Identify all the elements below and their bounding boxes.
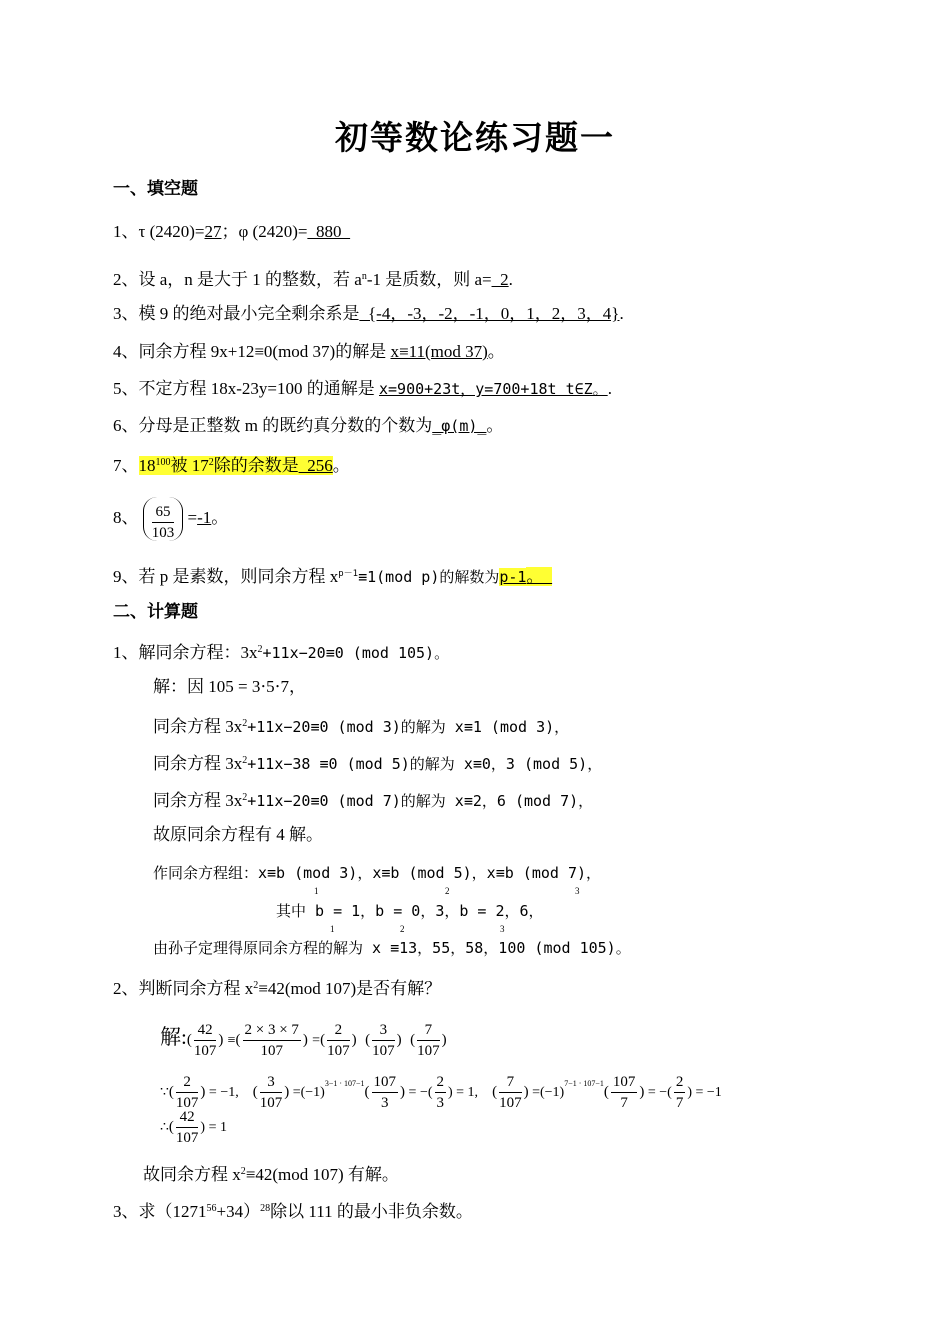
calc-3-question [113, 1198, 473, 1223]
c1-sub-1b: 1 [330, 924, 335, 934]
c1-l4a: 同余方程 3x [153, 791, 243, 810]
c2-frac-n42: 42 [194, 1020, 217, 1041]
c2-b-n2d: 2 [674, 1072, 686, 1093]
question-6 [113, 415, 503, 437]
q7-sup2: 2 [208, 457, 214, 468]
c2-frac-d107-d: 107 [372, 1042, 395, 1059]
c3-post: 除以 111 的最小非负余数。 [270, 1202, 473, 1221]
q8-answer: -1 [197, 508, 212, 527]
c2-q: 2、判断同余方程 x [113, 979, 254, 998]
q8-post: 。 [211, 508, 229, 527]
c2-b-d107: 107 [175, 1095, 199, 1112]
c2-q-sup: 2 [253, 980, 259, 991]
c2-conc-rest: ≡42(mod 107) 有解。 [245, 1165, 399, 1184]
q2-text: 2、设 a，n 是大于 1 的整数，若 a [113, 270, 362, 289]
q7-mid: 被 17 [170, 456, 209, 475]
c1-sub-3: 3 [575, 886, 580, 896]
c2-conc: 故同余方程 x [143, 1165, 241, 1184]
c2-b-eqneg: ) = −1 [687, 1085, 722, 1100]
c2-frac-n2: 2 [327, 1020, 350, 1041]
q5-text: 5、不定方程 18x-23y=100 的通解是 [113, 379, 379, 398]
section-calculation: 二、计算题 [113, 602, 198, 622]
c1-l4b: +11x−20≡0 (mod 7)的解为 x≡2，6 (mod 7)， [247, 792, 594, 810]
c2-b-minus1: (−1) [300, 1085, 325, 1100]
q1-label: 1、τ (2420)= [113, 222, 205, 241]
q9-mid: ≡1(mod p)的解数为 [358, 568, 500, 586]
q4-text: 4、同余方程 9x+12≡0(mod 37)的解是 [113, 342, 391, 361]
c1-q-sup: 2 [257, 644, 263, 655]
c1-sub-2b: 2 [400, 924, 405, 934]
q3-text: 3、模 9 的绝对最小完全剩余系是 [113, 304, 360, 323]
c2-b-n107: 107 [372, 1072, 399, 1093]
q5-answer: x=900+23t，y=700+18t t∈Z。 [379, 380, 608, 398]
c2-b-res2: = −( [647, 1085, 672, 1100]
c1-sub-2: 2 [445, 886, 450, 896]
q1-sep: ；φ (2420)= [221, 222, 308, 241]
q8-number: 8、 [113, 508, 139, 527]
c2-c-n42: 42 [176, 1107, 199, 1128]
q9-text: 9、若 p 是素数，则同余方程 x [113, 567, 339, 586]
c2-conclusion [143, 1161, 399, 1186]
c2-b-minus1b: (−1) [539, 1085, 565, 1100]
c2-b-n3: 3 [260, 1072, 283, 1093]
q7-post: 。 [332, 456, 350, 475]
q6-answer: _φ(m)_ [432, 417, 487, 435]
q7-answer: _256 [298, 456, 333, 475]
q8-denominator: 103 [151, 524, 175, 541]
question-9 [113, 563, 552, 588]
q7-highlight [139, 456, 333, 475]
c1-q-rest: +11x−20≡0 (mod 105)。 [262, 644, 450, 662]
therefore-symbol: ∴ [160, 1120, 169, 1135]
c1-l2a: 同余方程 3x [153, 717, 243, 736]
page-title: 初等数论练习题一 [335, 118, 615, 157]
q7-base: 18 [138, 456, 156, 475]
c3-sup2: 28 [260, 1203, 271, 1214]
q3-answer: _{-4，-3，-2，-1，0，1，2，3，4} [359, 304, 620, 323]
c2-b-res1: = −( [408, 1085, 433, 1100]
c1-line-3: 同余方程 $3x^2+11x-38 \equiv 0$ (mod 5)的解为 x≡0，3 (mod 5)， [153, 754, 603, 773]
c2-q-rest: ≡42(mod 107)是否有解？ [258, 979, 442, 998]
question-5 [113, 378, 612, 400]
q1-answer-phi: _880_ [307, 222, 350, 241]
q2-sup: n [361, 271, 367, 282]
c2-solution-line-2: ∵( $\frac{2}{107}$ ) = −1, ( $\frac{3}{107}$ ) $=(-1)^{3-1 \cdot 107-1}$( $\frac{107}{3}$ ) = −( $\frac{2}{3}$ ) = 1, ( $\frac{7}{107}$ ) $=(-1)^{7-1 \cdot 107-1}$( $\frac{107}{7}$ ) = −( $\frac{2}{7}$ ) = −1 [160, 1074, 722, 1112]
c2-b-exp: 3−1 · 107−1 [324, 1079, 365, 1088]
c3-mid: +34） [216, 1202, 261, 1221]
c1-l3b: +11x−38 ≡0 (mod 5)的解为 x≡0，3 (mod 5)， [247, 755, 603, 773]
c3-pre: 3、求（1271 [113, 1202, 207, 1221]
q4-post: 。 [487, 342, 505, 361]
question-2 [113, 266, 513, 291]
calc-2-question [113, 975, 441, 1000]
c2-b-d7d: 7 [675, 1095, 684, 1112]
c2-c-d107: 107 [175, 1130, 199, 1147]
because-symbol: ∵ [160, 1085, 169, 1100]
q7-sup1: 100 [155, 457, 171, 468]
c2-b-eq1: = [292, 1085, 301, 1100]
c2-b-d7: 7 [620, 1095, 628, 1112]
c1-line-8: 由孙子定理得原同余方程的解为 x ≡13，55，58，100 (mod 105)。 [153, 939, 631, 957]
q9-answer: p-1 [499, 568, 527, 586]
c2-frac-prod: 2 × 3 × 7 [243, 1020, 301, 1041]
question-4 [113, 341, 505, 363]
q1-answer-tau: 27 [204, 222, 222, 241]
c2-c-eqone: ) = 1 [200, 1120, 227, 1135]
c2-frac-n3: 3 [372, 1020, 395, 1041]
q9-post: 。_ [526, 567, 552, 586]
q2-post: . [508, 270, 513, 289]
c1-line-6: 作同余方程组：x≡b (mod 3)，x≡b (mod 5)，x≡b (mod 7)， [153, 864, 602, 882]
c1-l3a: 同余方程 3x [153, 754, 243, 773]
c2-frac-d107-c: 107 [327, 1042, 350, 1059]
q8-equals: = [187, 508, 198, 527]
c1-sub-3b: 3 [500, 924, 505, 934]
c1-line-5: 故原同余方程有 4 解。 [153, 825, 323, 844]
q3-post: . [619, 304, 624, 323]
c2-equiv: ≡ [227, 1033, 236, 1048]
q2-mid: -1 是质数，则 a= [366, 270, 492, 289]
question-8 [113, 494, 228, 542]
question-3 [113, 303, 624, 325]
c2-b-d107b: 107 [259, 1095, 283, 1112]
c2-b-eq-one: ) = 1, [448, 1085, 479, 1100]
q4-answer: x≡11(mod 37) [390, 342, 488, 361]
question-1 [113, 221, 350, 243]
c2-sol-label: 解: [160, 1025, 187, 1049]
c1-line-2: 同余方程 $3x^2+11x-20\equiv 0$ (mod 3)的解为 x≡1 (mod 3)， [153, 717, 570, 736]
c2-b-exp2: 7−1 · 107−1 [564, 1079, 604, 1088]
c2-b-eq2: = [532, 1085, 540, 1100]
q7-number: 7、 [113, 456, 139, 475]
question-7 [113, 452, 350, 477]
calc-1-question [113, 639, 449, 664]
c2-conc-sup: 2 [240, 1166, 246, 1177]
c2-b-d107c: 107 [499, 1095, 522, 1112]
q7-mid2: 除的余数是 [213, 456, 299, 475]
c2-b-d3c: 3 [436, 1095, 444, 1112]
q2-answer: _2 [491, 270, 509, 289]
q8-numerator: 65 [152, 502, 175, 523]
c2-b-n107b: 107 [611, 1072, 638, 1093]
c1-line-7: 其中 b = 1，b = 0，3，b = 2，6， [276, 902, 544, 920]
c2-frac-d107: 107 [193, 1042, 217, 1059]
c2-b-n2c: 2 [435, 1072, 447, 1093]
q6-post: 。 [486, 416, 504, 435]
c1-q: 1、解同余方程：3x [113, 643, 258, 662]
q5-post: . [607, 379, 612, 398]
c2-b-n2: 2 [176, 1072, 199, 1093]
c2-eq-a: = [312, 1033, 321, 1048]
c2-frac-n7: 7 [417, 1020, 440, 1041]
c2-frac-d107-e: 107 [417, 1042, 440, 1059]
c2-b-n7: 7 [499, 1072, 522, 1093]
c1-line-1: 解：因 105 = 3⋅5⋅7， [153, 677, 306, 696]
legendre-symbol [143, 497, 184, 541]
q9-sup: p－1 [338, 569, 359, 579]
c2-b-neg1: = −1, [208, 1085, 239, 1100]
section-fill-in: 一、填空题 [113, 179, 198, 199]
c1-line-4: 同余方程 $3x^2+11x-20\equiv 0$ (mod 7)的解为 x≡2，6 (mod 7)， [153, 791, 594, 810]
c1-sub-1: 1 [314, 886, 319, 896]
c1-l2b: +11x−20≡0 (mod 3)的解为 x≡1 (mod 3)， [247, 718, 570, 736]
c2-b-d3: 3 [381, 1095, 389, 1112]
c2-frac-d107-b: 107 [260, 1042, 283, 1059]
c2-solution-line-1: 解:( $\frac{42}{107}$ ) ≡( $\frac{2 \times 3 \times 7}{107}$ ) =( $\frac{2}{107}$ ) ( $\frac{3}{107}$ ) ( $\frac{7}{107}$ ) [160, 1021, 447, 1059]
c2-solution-line-3: ∴( $\frac{42}{107}$ ) = 1 [160, 1109, 227, 1147]
c3-sup1: 56 [206, 1203, 217, 1214]
q6-text: 6、分母是正整数 m 的既约真分数的个数为 [113, 416, 433, 435]
